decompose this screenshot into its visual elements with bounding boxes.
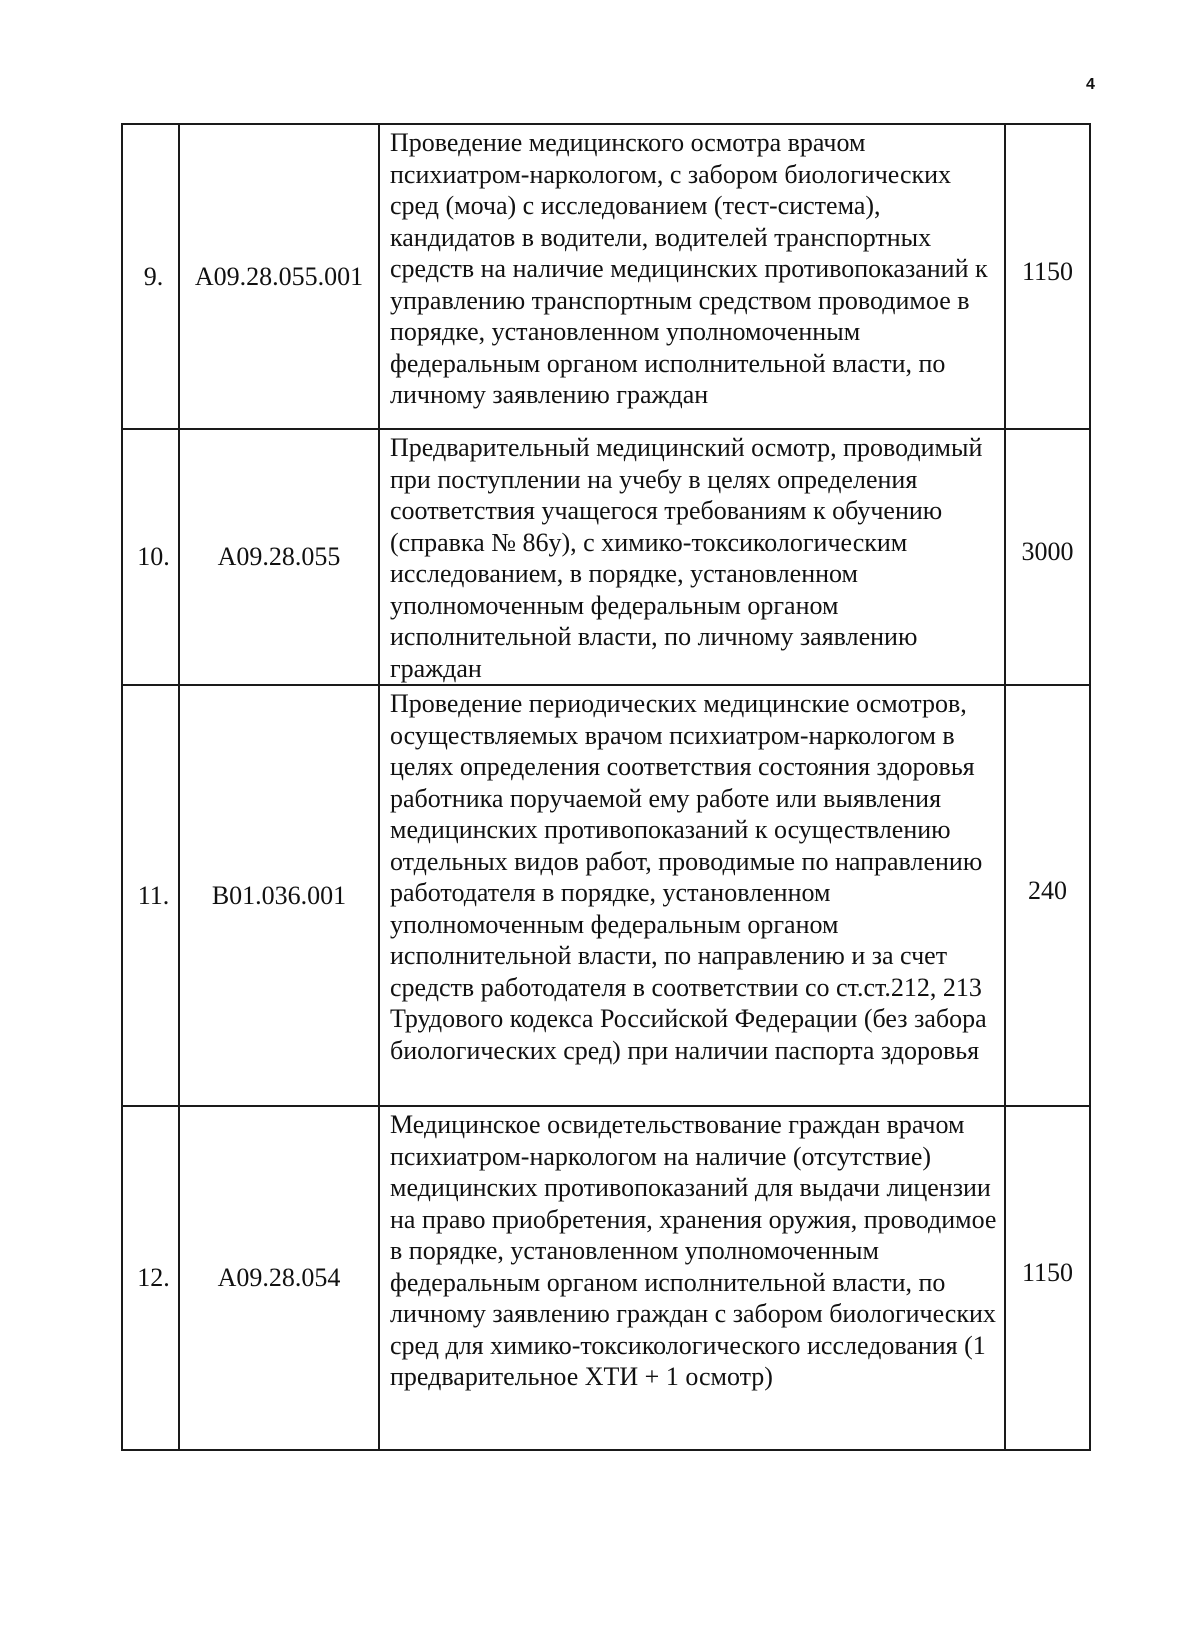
service-code-cell — [179, 685, 379, 1106]
row-number: 11. — [137, 880, 170, 910]
service-price: 1150 — [1021, 1258, 1074, 1288]
service-price: 240 — [1028, 875, 1067, 905]
table-row — [122, 1106, 1090, 1450]
row-number: 12. — [137, 1263, 170, 1293]
row-number-cell — [122, 685, 179, 1106]
table-row — [122, 685, 1090, 1106]
service-description: Проведение периодических медицинские осмотров, осуществляемых врачом психиатром-наркологом в целях определения соответствия состояния здоровья работника поручаемой ему работе или выявления медицинских противопоказаний к осуществлению отдельных видов работ, проводимые по направлению работодателя в порядке, установленном уполномоченным федеральным органом исполнительной власти, по направлению и за счет средств работодателя в соответствии со ст.ст.212, 213 Трудового кодекса Российской Федерации (без забора биологических сред) при наличии паспорта здоровья — [390, 689, 987, 1065]
row-number-cell — [122, 124, 179, 429]
service-description: Медицинское освидетельствование граждан врачом психиатром-наркологом на наличие (отсутствие) медицинских противопоказаний для выдачи лицензии на право приобретения, хранения оружия, проводимое в порядке, установленном уполномоченным федеральным органом исполнительной власти, по личному заявлению граждан с забором биологических сред для химико-токсикологического исследования (1 предварительное ХТИ + 1 осмотр) — [390, 1110, 997, 1391]
service-code: A09.28.055 — [217, 542, 341, 572]
service-description-cell — [379, 1106, 1005, 1450]
service-description: Проведение медицинского осмотра врачом психиатром-наркологом, с забором биологических сред (моча) с исследованием (тест-система), кандидатов в водители, водителей транспортных средств на наличие медицинских противопоказаний к управлению транспортным средством проводимое в порядке, установленном уполномоченным федеральным органом исполнительной власти, по личному заявлению граждан — [390, 128, 988, 409]
table-row — [122, 124, 1090, 429]
service-code-cell — [179, 124, 379, 429]
services-price-table — [121, 123, 1091, 1451]
service-description-cell — [379, 429, 1005, 685]
row-number-cell — [122, 429, 179, 685]
row-number: 9. — [143, 261, 164, 291]
price-cell — [1005, 685, 1090, 1106]
service-code: B01.036.001 — [211, 880, 347, 910]
service-price: 1150 — [1021, 256, 1074, 286]
service-description-cell — [379, 124, 1005, 429]
price-cell — [1005, 429, 1090, 685]
service-description: Предварительный медицинский осмотр, проводимый при поступлении на учебу в целях определения соответствия учащегося требованиям к обучению (справка № 86у), с химико-токсикологическим исследованием, в порядке, установленном уполномоченным федеральным органом исполнительной власти, по личному заявлению граждан — [390, 433, 983, 683]
table-row — [122, 429, 1090, 685]
service-code-cell — [179, 429, 379, 685]
page-number: 4 — [1086, 76, 1095, 93]
service-description-cell — [379, 685, 1005, 1106]
service-code: A09.28.055.001 — [194, 261, 364, 291]
row-number-cell — [122, 1106, 179, 1450]
service-code-cell — [179, 1106, 379, 1450]
price-cell — [1005, 1106, 1090, 1450]
service-price: 3000 — [1021, 537, 1074, 567]
row-number: 10. — [137, 542, 170, 572]
service-code: A09.28.054 — [217, 1263, 341, 1293]
price-cell — [1005, 124, 1090, 429]
